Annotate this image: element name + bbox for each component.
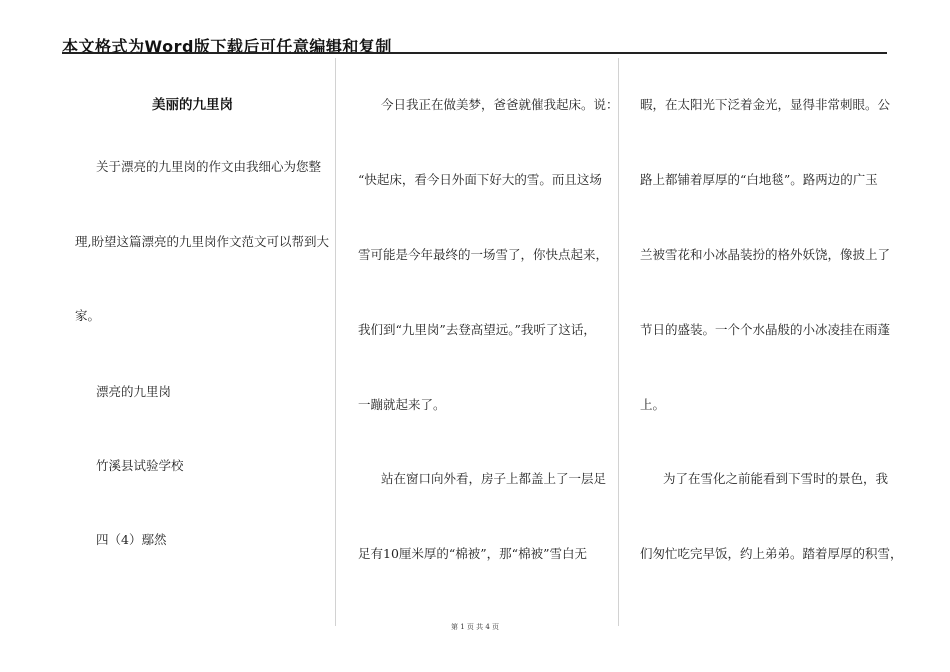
text-line: “快起床，看今日外面下好大的雪。而且这场 bbox=[358, 172, 602, 187]
text-line: 站在窗口向外看，房子上都盖上了一层足 bbox=[381, 471, 607, 486]
column-divider bbox=[618, 58, 619, 626]
page-number: 第 1 页 共 4 页 bbox=[450, 623, 500, 631]
text-line: 一蹦就起来了。 bbox=[358, 397, 446, 412]
text-line: 理,盼望这篇漂亮的九里岗作文范文可以帮到大 bbox=[75, 234, 329, 249]
column-divider bbox=[335, 58, 336, 626]
article-title: 美丽的九里岗 bbox=[152, 97, 233, 113]
text-line: 雪可能是今年最终的一场雪了，你快点起来， bbox=[358, 247, 609, 262]
text-line: 足有10厘米厚的“棉被”，那“棉被”雪白无 bbox=[358, 546, 587, 561]
text-line: 上。 bbox=[640, 397, 666, 412]
text-line: 们匆忙吃完早饭，约上弟弟。踏着厚厚的积雪， bbox=[640, 546, 903, 561]
text-line: 暇，在太阳光下泛着金光，显得非常刺眼。公 bbox=[640, 97, 891, 112]
text-line: 兰被雪花和小冰晶装扮的格外妖饶，像披上了 bbox=[640, 247, 891, 262]
text-line: 为了在雪化之前能看到下雪时的景色，我 bbox=[663, 471, 889, 486]
header-divider bbox=[62, 52, 887, 54]
text-line: 四（4）鄢然 bbox=[96, 532, 167, 547]
text-line: 路上都铺着厚厚的“白地毯”。路两边的广玉 bbox=[640, 172, 878, 187]
text-line: 家。 bbox=[75, 308, 101, 323]
text-line: 今日我正在做美梦，爸爸就催我起床。说： bbox=[381, 97, 619, 112]
text-line: 关于漂亮的九里岗的作文由我细心为您整 bbox=[96, 159, 322, 174]
text-line: 竹溪县试验学校 bbox=[96, 458, 184, 473]
text-line: 节日的盛装。一个个水晶般的小冰凌挂在雨蓬 bbox=[640, 322, 891, 337]
text-line: 我们到“九里岗”去登高望远。”我听了这话， bbox=[358, 322, 596, 337]
document-header-title: 本文格式为Word版下载后可任意编辑和复制 bbox=[62, 37, 392, 56]
text-line: 漂亮的九里岗 bbox=[96, 384, 172, 399]
